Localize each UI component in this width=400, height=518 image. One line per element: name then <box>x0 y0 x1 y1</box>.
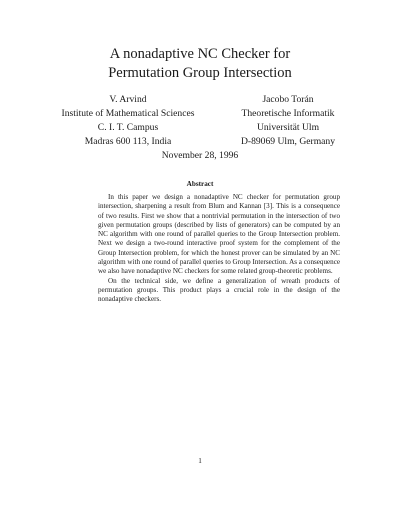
paper-title <box>0 45 400 83</box>
affiliation-line: C. I. T. Campus <box>97 122 159 133</box>
abstract-paragraph: On the technical side, we define a generalization of wreath products of permutation groups. This product plays a crucial role in the design of the nonadaptive checkers. <box>98 276 340 304</box>
abstract-body <box>98 193 340 305</box>
page-number: 1 <box>198 457 202 465</box>
affiliation-line: Institute of Mathematical Sciences <box>61 108 195 119</box>
paper-date: November 28, 1996 <box>161 150 239 161</box>
affiliation-line: Universität Ulm <box>256 122 320 133</box>
abstract-heading: Abstract <box>186 180 214 188</box>
title-line-1: A nonadaptive NC Checker for <box>109 46 291 62</box>
affiliation-line: D-89069 Ulm, Germany <box>240 136 336 147</box>
author-arvind <box>58 93 198 149</box>
affiliation-line: Madras 600 113, India <box>84 136 172 147</box>
author-name: V. Arvind <box>109 94 147 105</box>
author-name: Jacobo Torán <box>262 94 314 105</box>
affiliation-line: Theoretische Informatik <box>241 108 335 119</box>
author-toran <box>228 93 348 149</box>
abstract-paragraph: In this paper we design a nonadaptive NC checker for permutation group intersection, sharpening a result from Blum and Kannan [3]. This is a consequence of two results. First we show that a nontrivial permutation in the intersection of two given permutation groups (described by lists of generators) can be computed by an NC algorithm with one round of parallel queries to the Group Intersection problem. Next we design a two-round interactive proof system for the complement of the Group Intersection problem, for which the honest prover can be simulated by an NC algorithm with one round of parallel queries to Group Intersection. As a consequence we also have nonadaptive NC checkers for some related group-theoretic problems. <box>98 193 340 276</box>
title-line-2: Permutation Group Intersection <box>108 65 292 81</box>
